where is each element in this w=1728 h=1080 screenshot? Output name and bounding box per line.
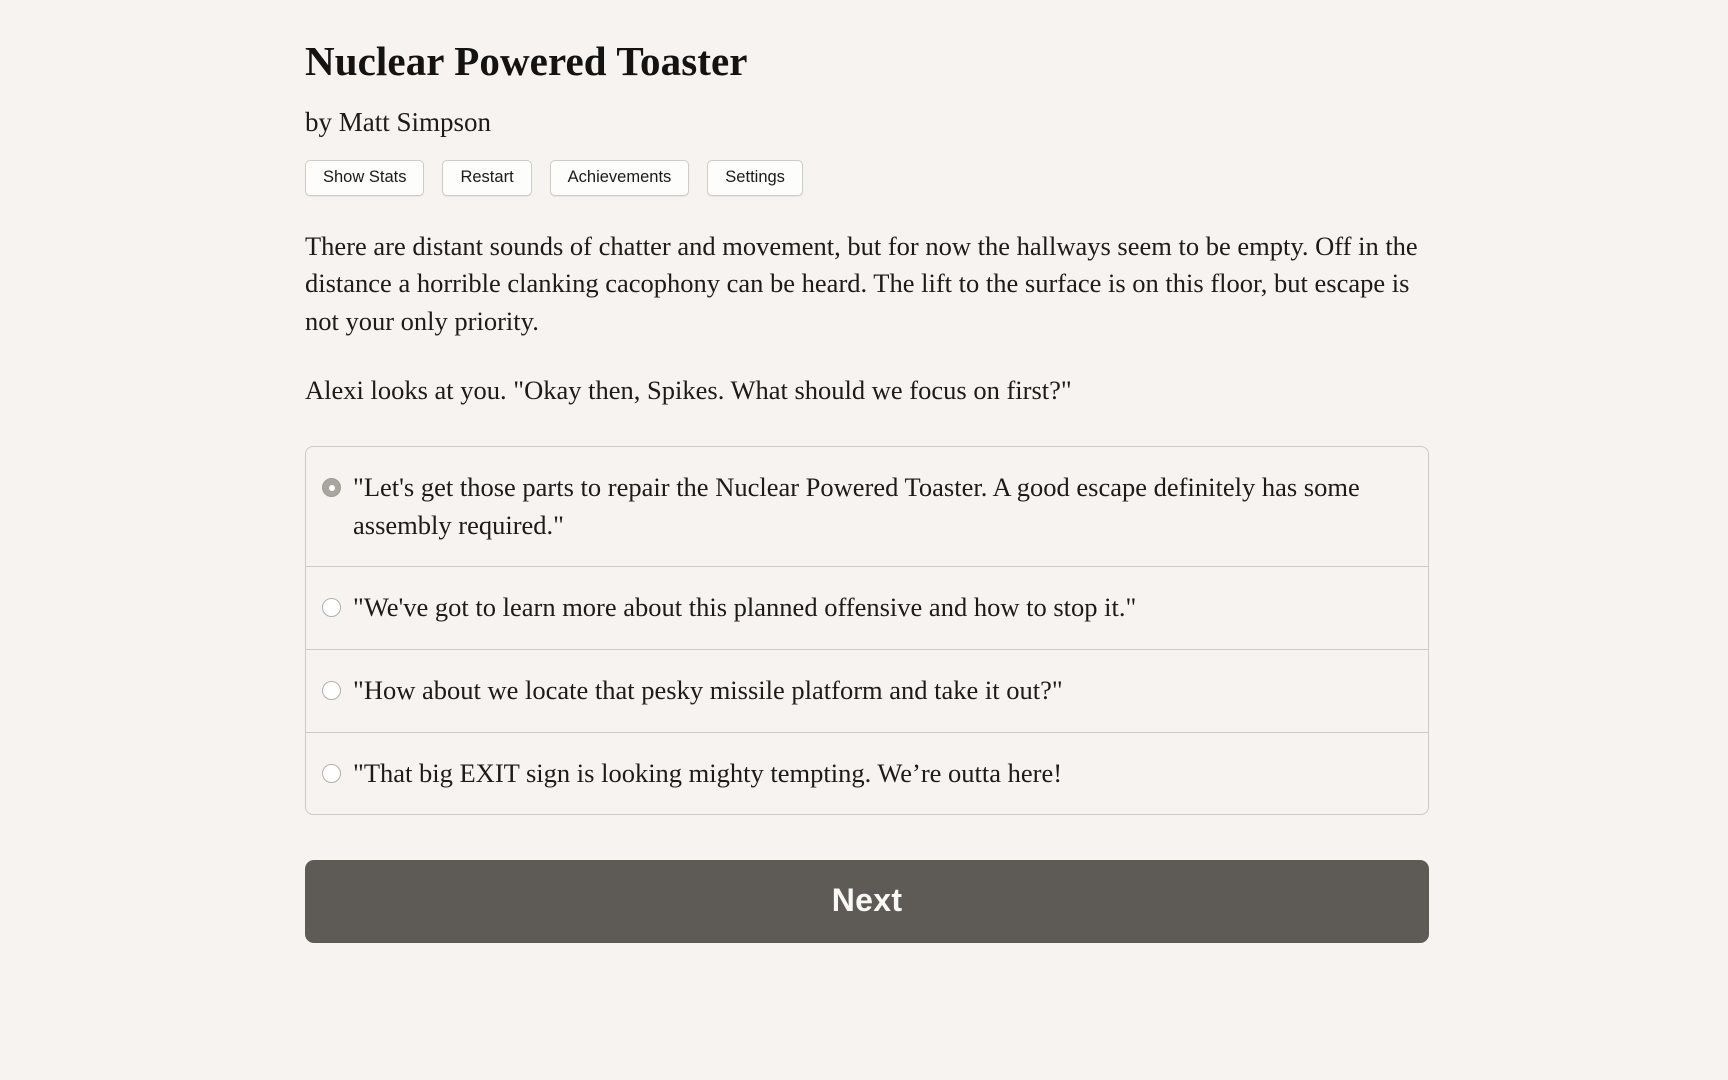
next-button[interactable]: Next bbox=[305, 860, 1429, 943]
choice-option-1[interactable] bbox=[306, 447, 1428, 566]
stats-toolbar bbox=[305, 160, 1429, 196]
radio-icon[interactable] bbox=[322, 598, 341, 617]
story-paragraph-1: There are distant sounds of chatter and movement, but for now the hallways seem to be empty. Off in the distance a horrible clanking cacophony can be heard. The lift to the surface is on this floor, but escape is not your only priority. bbox=[305, 230, 1418, 336]
choice-option-4[interactable] bbox=[306, 732, 1428, 815]
radio-icon[interactable] bbox=[322, 681, 341, 700]
radio-icon-selected[interactable] bbox=[322, 478, 341, 497]
page-title: Nuclear Powered Toaster bbox=[305, 38, 748, 84]
choice-list bbox=[305, 446, 1429, 815]
choice-option-3[interactable] bbox=[306, 649, 1428, 732]
achievements-button[interactable]: Achievements bbox=[550, 160, 690, 196]
choice-option-2[interactable] bbox=[306, 566, 1428, 649]
choice-label: "We've got to learn more about this planned offensive and how to stop it." bbox=[353, 592, 1137, 623]
content-column bbox=[305, 0, 1429, 943]
choice-label: "That big EXIT sign is looking mighty tempting. We’re outta here! bbox=[353, 757, 1063, 788]
story-paragraph-2: Alexi looks at you. "Okay then, Spikes. What should we focus on first?" bbox=[305, 374, 1072, 405]
show-stats-button[interactable]: Show Stats bbox=[305, 160, 424, 196]
choice-label: "Let's get those parts to repair the Nuclear Powered Toaster. A good escape definitely has some assembly required." bbox=[353, 472, 1360, 540]
author-byline: by Matt Simpson bbox=[305, 107, 492, 138]
choice-label: "How about we locate that pesky missile platform and take it out?" bbox=[353, 675, 1063, 706]
settings-button[interactable]: Settings bbox=[707, 160, 803, 196]
restart-button[interactable]: Restart bbox=[442, 160, 531, 196]
radio-icon[interactable] bbox=[322, 764, 341, 783]
